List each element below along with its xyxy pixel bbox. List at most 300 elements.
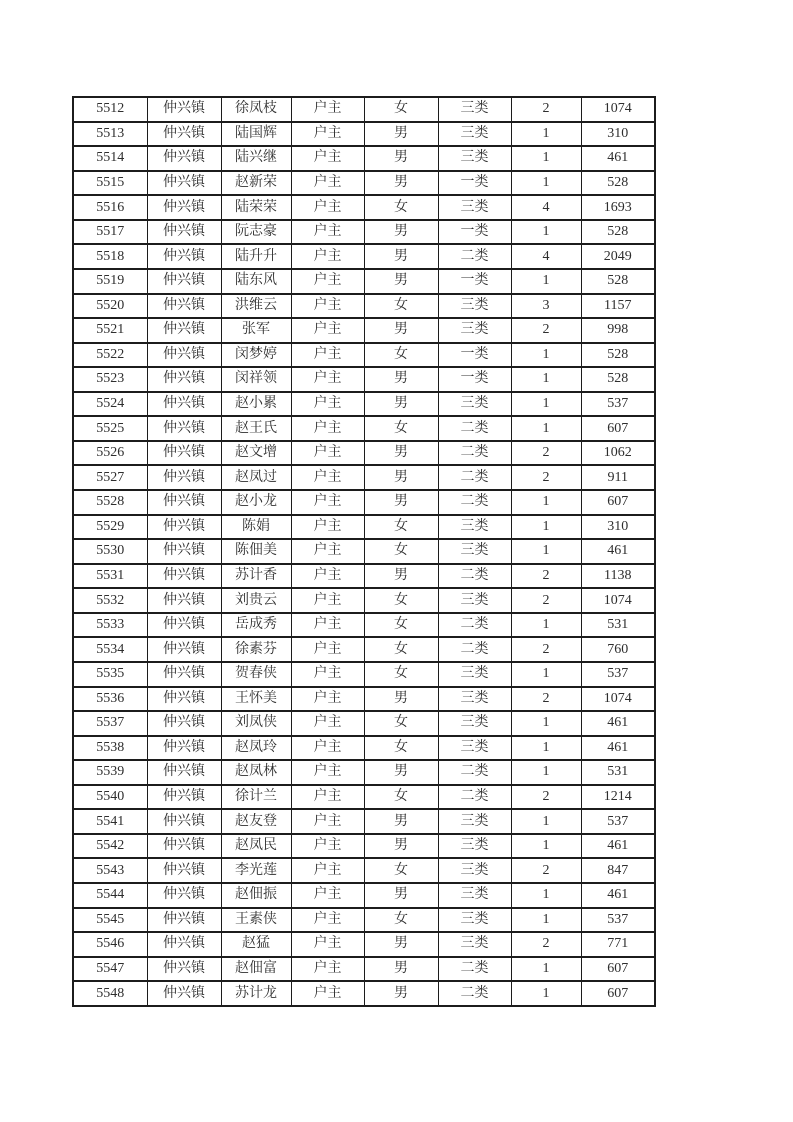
table-cell: 1 xyxy=(511,981,581,1006)
table-cell: 男 xyxy=(364,687,438,712)
table-cell: 5525 xyxy=(73,416,147,441)
table-cell: 531 xyxy=(581,760,655,785)
table-cell: 三类 xyxy=(438,662,511,687)
table-cell: 三类 xyxy=(438,932,511,957)
table-cell: 户主 xyxy=(291,834,364,859)
table-cell: 户主 xyxy=(291,171,364,196)
table-cell: 三类 xyxy=(438,736,511,761)
table-cell: 三类 xyxy=(438,122,511,147)
table-row xyxy=(73,318,655,343)
table-cell: 女 xyxy=(364,343,438,368)
table-cell: 528 xyxy=(581,171,655,196)
table-row xyxy=(73,662,655,687)
table-cell: 张军 xyxy=(221,318,291,343)
table-cell: 2 xyxy=(511,318,581,343)
table-cell: 仲兴镇 xyxy=(147,883,221,908)
table-row xyxy=(73,613,655,638)
table-cell: 男 xyxy=(364,122,438,147)
table-cell: 5534 xyxy=(73,637,147,662)
table-cell: 三类 xyxy=(438,588,511,613)
table-cell: 陆东风 xyxy=(221,269,291,294)
table-cell: 仲兴镇 xyxy=(147,195,221,220)
table-cell: 男 xyxy=(364,171,438,196)
table-cell: 户主 xyxy=(291,515,364,540)
table-cell: 户主 xyxy=(291,711,364,736)
table-cell: 一类 xyxy=(438,367,511,392)
table-cell: 仲兴镇 xyxy=(147,343,221,368)
table-cell: 仲兴镇 xyxy=(147,269,221,294)
table-cell: 2 xyxy=(511,588,581,613)
table-cell: 三类 xyxy=(438,834,511,859)
table-row xyxy=(73,785,655,810)
table-cell: 仲兴镇 xyxy=(147,932,221,957)
table-cell: 二类 xyxy=(438,416,511,441)
table-cell: 陆升升 xyxy=(221,244,291,269)
table-cell: 仲兴镇 xyxy=(147,662,221,687)
table-cell: 三类 xyxy=(438,392,511,417)
table-cell: 1 xyxy=(511,367,581,392)
table-cell: 户主 xyxy=(291,908,364,933)
table-cell: 2 xyxy=(511,441,581,466)
table-cell: 李光莲 xyxy=(221,858,291,883)
table-cell: 女 xyxy=(364,662,438,687)
table-cell: 赵友登 xyxy=(221,809,291,834)
table-cell: 一类 xyxy=(438,269,511,294)
table-cell: 537 xyxy=(581,392,655,417)
table-row xyxy=(73,220,655,245)
table-row xyxy=(73,711,655,736)
table-row xyxy=(73,515,655,540)
table-row xyxy=(73,637,655,662)
table-cell: 1074 xyxy=(581,97,655,122)
table-cell: 1 xyxy=(511,122,581,147)
table-cell: 徐素芬 xyxy=(221,637,291,662)
table-cell: 男 xyxy=(364,269,438,294)
table-cell: 2 xyxy=(511,564,581,589)
table-row xyxy=(73,122,655,147)
table-cell: 闵祥领 xyxy=(221,367,291,392)
table-row xyxy=(73,146,655,171)
table-cell: 户主 xyxy=(291,318,364,343)
table-cell: 2 xyxy=(511,97,581,122)
table-row xyxy=(73,687,655,712)
table-cell: 女 xyxy=(364,97,438,122)
table-cell: 女 xyxy=(364,613,438,638)
table-cell: 二类 xyxy=(438,637,511,662)
table-cell: 5541 xyxy=(73,809,147,834)
table-cell: 仲兴镇 xyxy=(147,858,221,883)
table-row xyxy=(73,244,655,269)
table-cell: 王怀美 xyxy=(221,687,291,712)
table-cell: 仲兴镇 xyxy=(147,416,221,441)
table-cell: 1062 xyxy=(581,441,655,466)
table-cell: 户主 xyxy=(291,367,364,392)
table-cell: 赵凤玲 xyxy=(221,736,291,761)
table-cell: 陈娟 xyxy=(221,515,291,540)
table-cell: 女 xyxy=(364,539,438,564)
table-cell: 男 xyxy=(364,244,438,269)
table-cell: 陈佃美 xyxy=(221,539,291,564)
table-cell: 仲兴镇 xyxy=(147,760,221,785)
table-row xyxy=(73,981,655,1006)
table-cell: 徐计兰 xyxy=(221,785,291,810)
table-cell: 5537 xyxy=(73,711,147,736)
table-cell: 三类 xyxy=(438,318,511,343)
table-cell: 一类 xyxy=(438,220,511,245)
table-cell: 户主 xyxy=(291,687,364,712)
table-cell: 5523 xyxy=(73,367,147,392)
table-cell: 仲兴镇 xyxy=(147,687,221,712)
table-cell: 5532 xyxy=(73,588,147,613)
table-cell: 仲兴镇 xyxy=(147,294,221,319)
table-cell: 仲兴镇 xyxy=(147,785,221,810)
table-cell: 5518 xyxy=(73,244,147,269)
table-row xyxy=(73,908,655,933)
table-cell: 户主 xyxy=(291,490,364,515)
table-cell: 男 xyxy=(364,465,438,490)
table-cell: 二类 xyxy=(438,244,511,269)
table-cell: 户主 xyxy=(291,122,364,147)
table-cell: 二类 xyxy=(438,957,511,982)
table-cell: 847 xyxy=(581,858,655,883)
table-cell: 二类 xyxy=(438,441,511,466)
table-row xyxy=(73,343,655,368)
table-cell: 537 xyxy=(581,809,655,834)
table-cell: 赵凤过 xyxy=(221,465,291,490)
table-cell: 1214 xyxy=(581,785,655,810)
table-cell: 1 xyxy=(511,269,581,294)
table-cell: 二类 xyxy=(438,613,511,638)
table-cell: 苏计龙 xyxy=(221,981,291,1006)
table-cell: 仲兴镇 xyxy=(147,588,221,613)
table-cell: 户主 xyxy=(291,637,364,662)
table-cell: 2049 xyxy=(581,244,655,269)
table-cell: 1 xyxy=(511,834,581,859)
table-cell: 三类 xyxy=(438,294,511,319)
table-cell: 户主 xyxy=(291,613,364,638)
table-cell: 男 xyxy=(364,834,438,859)
table-cell: 户主 xyxy=(291,981,364,1006)
table-cell: 仲兴镇 xyxy=(147,908,221,933)
table-cell: 1 xyxy=(511,711,581,736)
table-cell: 赵文增 xyxy=(221,441,291,466)
household-table-body xyxy=(73,97,655,1006)
table-cell: 607 xyxy=(581,416,655,441)
table-cell: 赵小累 xyxy=(221,392,291,417)
table-cell: 5517 xyxy=(73,220,147,245)
table-cell: 户主 xyxy=(291,294,364,319)
table-cell: 仲兴镇 xyxy=(147,834,221,859)
table-cell: 户主 xyxy=(291,539,364,564)
table-row xyxy=(73,932,655,957)
table-cell: 1 xyxy=(511,515,581,540)
table-cell: 1 xyxy=(511,736,581,761)
table-cell: 607 xyxy=(581,490,655,515)
table-cell: 苏计香 xyxy=(221,564,291,589)
table-cell: 女 xyxy=(364,736,438,761)
table-cell: 5528 xyxy=(73,490,147,515)
table-cell: 4 xyxy=(511,244,581,269)
table-cell: 户主 xyxy=(291,809,364,834)
table-cell: 男 xyxy=(364,957,438,982)
table-row xyxy=(73,97,655,122)
table-cell: 771 xyxy=(581,932,655,957)
table-cell: 1 xyxy=(511,490,581,515)
table-cell: 仲兴镇 xyxy=(147,367,221,392)
table-cell: 607 xyxy=(581,981,655,1006)
table-cell: 户主 xyxy=(291,244,364,269)
table-cell: 户主 xyxy=(291,736,364,761)
table-row xyxy=(73,736,655,761)
table-cell: 1693 xyxy=(581,195,655,220)
table-cell: 仲兴镇 xyxy=(147,981,221,1006)
table-cell: 赵凤民 xyxy=(221,834,291,859)
table-cell: 赵王氏 xyxy=(221,416,291,441)
table-row xyxy=(73,957,655,982)
table-cell: 2 xyxy=(511,932,581,957)
table-cell: 仲兴镇 xyxy=(147,465,221,490)
table-cell: 仲兴镇 xyxy=(147,146,221,171)
table-cell: 三类 xyxy=(438,97,511,122)
table-cell: 闵梦婷 xyxy=(221,343,291,368)
table-cell: 531 xyxy=(581,613,655,638)
table-cell: 男 xyxy=(364,981,438,1006)
table-cell: 陆兴继 xyxy=(221,146,291,171)
table-cell: 2 xyxy=(511,465,581,490)
table-cell: 5545 xyxy=(73,908,147,933)
table-row xyxy=(73,294,655,319)
table-cell: 男 xyxy=(364,318,438,343)
table-cell: 一类 xyxy=(438,343,511,368)
table-cell: 二类 xyxy=(438,760,511,785)
table-cell: 仲兴镇 xyxy=(147,736,221,761)
table-cell: 三类 xyxy=(438,809,511,834)
table-cell: 三类 xyxy=(438,687,511,712)
table-cell: 仲兴镇 xyxy=(147,490,221,515)
table-cell: 5516 xyxy=(73,195,147,220)
table-cell: 1074 xyxy=(581,687,655,712)
table-cell: 户主 xyxy=(291,269,364,294)
table-row xyxy=(73,392,655,417)
table-cell: 528 xyxy=(581,269,655,294)
table-cell: 5544 xyxy=(73,883,147,908)
table-cell: 1 xyxy=(511,392,581,417)
table-cell: 男 xyxy=(364,392,438,417)
table-cell: 461 xyxy=(581,736,655,761)
table-cell: 二类 xyxy=(438,490,511,515)
table-cell: 仲兴镇 xyxy=(147,637,221,662)
table-cell: 女 xyxy=(364,785,438,810)
table-cell: 女 xyxy=(364,711,438,736)
table-cell: 户主 xyxy=(291,785,364,810)
table-row xyxy=(73,883,655,908)
table-cell: 仲兴镇 xyxy=(147,957,221,982)
table-cell: 5543 xyxy=(73,858,147,883)
table-cell: 陆荣荣 xyxy=(221,195,291,220)
table-cell: 仲兴镇 xyxy=(147,220,221,245)
table-row xyxy=(73,564,655,589)
table-cell: 女 xyxy=(364,858,438,883)
table-cell: 女 xyxy=(364,588,438,613)
table-cell: 5540 xyxy=(73,785,147,810)
table-cell: 三类 xyxy=(438,539,511,564)
table-cell: 男 xyxy=(364,932,438,957)
table-cell: 1 xyxy=(511,809,581,834)
table-cell: 5527 xyxy=(73,465,147,490)
table-cell: 户主 xyxy=(291,932,364,957)
table-cell: 男 xyxy=(364,146,438,171)
table-cell: 1074 xyxy=(581,588,655,613)
table-cell: 二类 xyxy=(438,465,511,490)
table-cell: 528 xyxy=(581,220,655,245)
table-cell: 310 xyxy=(581,122,655,147)
table-cell: 760 xyxy=(581,637,655,662)
table-cell: 5514 xyxy=(73,146,147,171)
table-cell: 男 xyxy=(364,441,438,466)
table-cell: 5524 xyxy=(73,392,147,417)
table-cell: 5530 xyxy=(73,539,147,564)
table-cell: 5531 xyxy=(73,564,147,589)
table-cell: 仲兴镇 xyxy=(147,564,221,589)
table-cell: 1 xyxy=(511,343,581,368)
table-cell: 户主 xyxy=(291,416,364,441)
table-cell: 户主 xyxy=(291,760,364,785)
table-cell: 5520 xyxy=(73,294,147,319)
table-cell: 户主 xyxy=(291,220,364,245)
table-cell: 2 xyxy=(511,785,581,810)
table-cell: 男 xyxy=(364,564,438,589)
table-cell: 5536 xyxy=(73,687,147,712)
table-cell: 仲兴镇 xyxy=(147,244,221,269)
table-cell: 刘贵云 xyxy=(221,588,291,613)
table-row xyxy=(73,858,655,883)
table-cell: 仲兴镇 xyxy=(147,171,221,196)
table-cell: 2 xyxy=(511,858,581,883)
table-cell: 女 xyxy=(364,416,438,441)
table-cell: 461 xyxy=(581,539,655,564)
table-cell: 998 xyxy=(581,318,655,343)
table-cell: 户主 xyxy=(291,588,364,613)
table-cell: 5548 xyxy=(73,981,147,1006)
table-cell: 王素侠 xyxy=(221,908,291,933)
table-cell: 528 xyxy=(581,343,655,368)
table-cell: 阮志豪 xyxy=(221,220,291,245)
table-cell: 贺春侠 xyxy=(221,662,291,687)
table-cell: 赵佃振 xyxy=(221,883,291,908)
table-cell: 户主 xyxy=(291,343,364,368)
table-cell: 陆国辉 xyxy=(221,122,291,147)
table-cell: 赵小龙 xyxy=(221,490,291,515)
table-cell: 三类 xyxy=(438,195,511,220)
table-cell: 1157 xyxy=(581,294,655,319)
table-cell: 户主 xyxy=(291,441,364,466)
table-cell: 5519 xyxy=(73,269,147,294)
table-cell: 户主 xyxy=(291,883,364,908)
table-cell: 5542 xyxy=(73,834,147,859)
table-cell: 2 xyxy=(511,687,581,712)
table-row xyxy=(73,809,655,834)
table-cell: 仲兴镇 xyxy=(147,515,221,540)
table-cell: 男 xyxy=(364,760,438,785)
table-cell: 女 xyxy=(364,195,438,220)
table-cell: 5529 xyxy=(73,515,147,540)
table-cell: 5515 xyxy=(73,171,147,196)
table-cell: 5533 xyxy=(73,613,147,638)
table-cell: 三类 xyxy=(438,858,511,883)
table-cell: 5535 xyxy=(73,662,147,687)
table-cell: 5539 xyxy=(73,760,147,785)
table-cell: 户主 xyxy=(291,858,364,883)
table-row xyxy=(73,441,655,466)
table-cell: 仲兴镇 xyxy=(147,809,221,834)
table-cell: 1 xyxy=(511,613,581,638)
table-cell: 男 xyxy=(364,220,438,245)
table-cell: 赵猛 xyxy=(221,932,291,957)
household-table xyxy=(72,96,656,1007)
table-cell: 5526 xyxy=(73,441,147,466)
table-cell: 537 xyxy=(581,662,655,687)
table-cell: 一类 xyxy=(438,171,511,196)
table-cell: 1 xyxy=(511,908,581,933)
table-cell: 1 xyxy=(511,883,581,908)
table-cell: 二类 xyxy=(438,785,511,810)
table-cell: 5546 xyxy=(73,932,147,957)
table-cell: 461 xyxy=(581,711,655,736)
table-cell: 仲兴镇 xyxy=(147,711,221,736)
table-cell: 1 xyxy=(511,171,581,196)
table-cell: 三类 xyxy=(438,711,511,736)
table-cell: 4 xyxy=(511,195,581,220)
table-cell: 仲兴镇 xyxy=(147,122,221,147)
table-cell: 310 xyxy=(581,515,655,540)
table-row xyxy=(73,834,655,859)
table-row xyxy=(73,195,655,220)
table-cell: 461 xyxy=(581,834,655,859)
table-cell: 三类 xyxy=(438,883,511,908)
table-cell: 赵佃富 xyxy=(221,957,291,982)
table-row xyxy=(73,269,655,294)
table-cell: 三类 xyxy=(438,908,511,933)
table-cell: 户主 xyxy=(291,195,364,220)
table-row xyxy=(73,416,655,441)
table-cell: 三类 xyxy=(438,146,511,171)
table-cell: 5522 xyxy=(73,343,147,368)
table-cell: 5538 xyxy=(73,736,147,761)
table-cell: 女 xyxy=(364,294,438,319)
table-row xyxy=(73,465,655,490)
table-cell: 1 xyxy=(511,220,581,245)
table-cell: 仲兴镇 xyxy=(147,97,221,122)
table-cell: 5521 xyxy=(73,318,147,343)
table-cell: 5547 xyxy=(73,957,147,982)
table-row xyxy=(73,760,655,785)
table-cell: 户主 xyxy=(291,957,364,982)
table-cell: 2 xyxy=(511,637,581,662)
table-cell: 户主 xyxy=(291,392,364,417)
table-cell: 男 xyxy=(364,883,438,908)
table-cell: 461 xyxy=(581,146,655,171)
table-cell: 仲兴镇 xyxy=(147,441,221,466)
table-row xyxy=(73,490,655,515)
table-cell: 户主 xyxy=(291,662,364,687)
table-cell: 女 xyxy=(364,637,438,662)
table-cell: 537 xyxy=(581,908,655,933)
table-cell: 三类 xyxy=(438,515,511,540)
table-cell: 911 xyxy=(581,465,655,490)
table-cell: 仲兴镇 xyxy=(147,318,221,343)
table-cell: 赵凤林 xyxy=(221,760,291,785)
table-cell: 1 xyxy=(511,957,581,982)
